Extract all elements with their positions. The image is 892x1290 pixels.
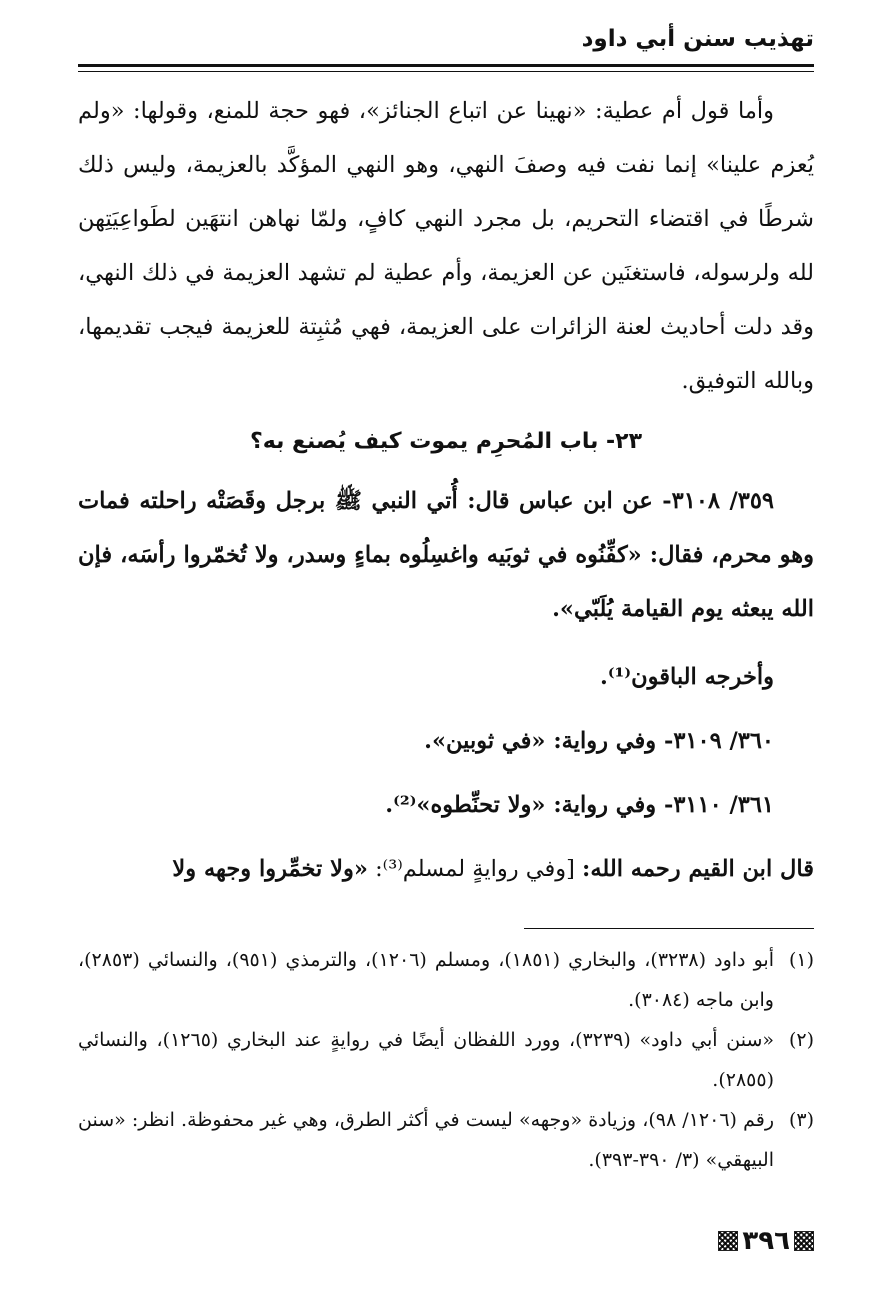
hadith-3110 xyxy=(78,778,814,832)
main-text xyxy=(78,84,814,896)
ibn-qayyim-quote: «ولا تخمِّروا وجهه ولا xyxy=(172,856,368,882)
line-akhrajahu: وأخرجه الباقون⁽¹⁾. xyxy=(599,664,774,690)
paragraph-um-atiyya: وأما قول أم عطية: «نهينا عن اتباع الجنائز»، فهو حجة للمنع، وقولها: «ولم يُعزم علينا» إنما نفت فيه وصفَ النهي، وهو النهي المؤكَّد بالعزيمة، وليس ذلك شرطًا في اقتضاء التحريم، بل مجرد النهي كافٍ، ولمّا نهاهن انتهَين لطَواعِيَتِهن لله ولرسوله، فاستغنَين عن العزيمة، وأم عطية لم تشهد العزيمة في ذلك النهي، وقد دلت أحاديث لعنة الزائرات على العزيمة، فهي مُثبِتة للعزيمة فيجب تقديمها، وبالله التوفيق. xyxy=(78,98,814,394)
ibn-qayyim-comment xyxy=(78,842,814,896)
page-number: ٣٩٦ xyxy=(742,1226,790,1256)
hadith-3110-quote: «ولا تحنِّطوه»⁽²⁾. xyxy=(385,792,546,818)
footnote-text: «سنن أبي داود» (٣٢٣٩)، وورد اللفظان أيضًا في روايةٍ عند البخاري (١٢٦٥)، والنسائي (٢٨٥٥). xyxy=(78,1029,775,1091)
ibn-qayyim-name: قال ابن القيم رحمه الله: xyxy=(582,856,814,882)
ibn-qayyim-text: [وفي روايةٍ لمسلم⁽³⁾: xyxy=(367,856,583,882)
footnote-number: (٣) xyxy=(788,1109,814,1131)
hadith-3109-quote: «في ثوبين». xyxy=(424,728,546,754)
footnote-1 xyxy=(78,940,814,1020)
section-heading: ٢٣- باب المُحرِم يموت كيف يُصنع به؟ xyxy=(250,429,642,454)
footnote-3 xyxy=(78,1100,814,1180)
footnote-2 xyxy=(78,1020,814,1100)
header-rule-thick xyxy=(78,64,814,67)
footnotes xyxy=(78,940,814,1180)
hadith-3108 xyxy=(78,474,814,636)
hadith-3109-text: ٣٦٠/ ٣١٠٩- وفي رواية: xyxy=(545,728,774,754)
footnote-separator xyxy=(524,928,814,929)
footnote-number: (٢) xyxy=(788,1029,814,1051)
footnote-text: رقم (١٢٠٦/ ٩٨)، وزيادة «وجهه» ليست في أكثر الطرق، وهي غير محفوظة. انظر: «سنن البيهقي» (٣/ ٣٩٠-٣٩٣). xyxy=(78,1109,774,1171)
hadith-3109 xyxy=(78,714,814,768)
hadith-3108-quote: «كفِّنُوه في ثوبَيه واغسِلُوه بماءٍ وسدر، ولا تُخمّروا رأسَه، فإن الله يبعثه يوم القيامة يُلَبّي». xyxy=(78,542,814,622)
hadith-3110-text: ٣٦١/ ٣١١٠- وفي رواية: xyxy=(545,792,774,818)
header-rule-thin xyxy=(78,71,814,72)
footnote-number: (١) xyxy=(788,949,814,971)
footnote-text: أبو داود (٣٢٣٨)، والبخاري (١٨٥١)، ومسلم (١٢٠٦)، والترمذي (٩٥١)، والنسائي (٢٨٥٣)، وابن ماجه (٣٠٨٤). xyxy=(78,949,774,1011)
ornament-icon xyxy=(718,1231,738,1251)
ornament-icon xyxy=(794,1231,814,1251)
running-header-title: تهذيب سنن أبي داود xyxy=(581,26,814,52)
hadith-3108-text: ٣٥٩/ ٣١٠٨- عن ابن عباس قال: أُتي النبي ﷺ برجل وقَصَتْه راحلته فمات وهو محرم، فقال: xyxy=(78,488,814,568)
page-number-block xyxy=(718,1226,814,1256)
